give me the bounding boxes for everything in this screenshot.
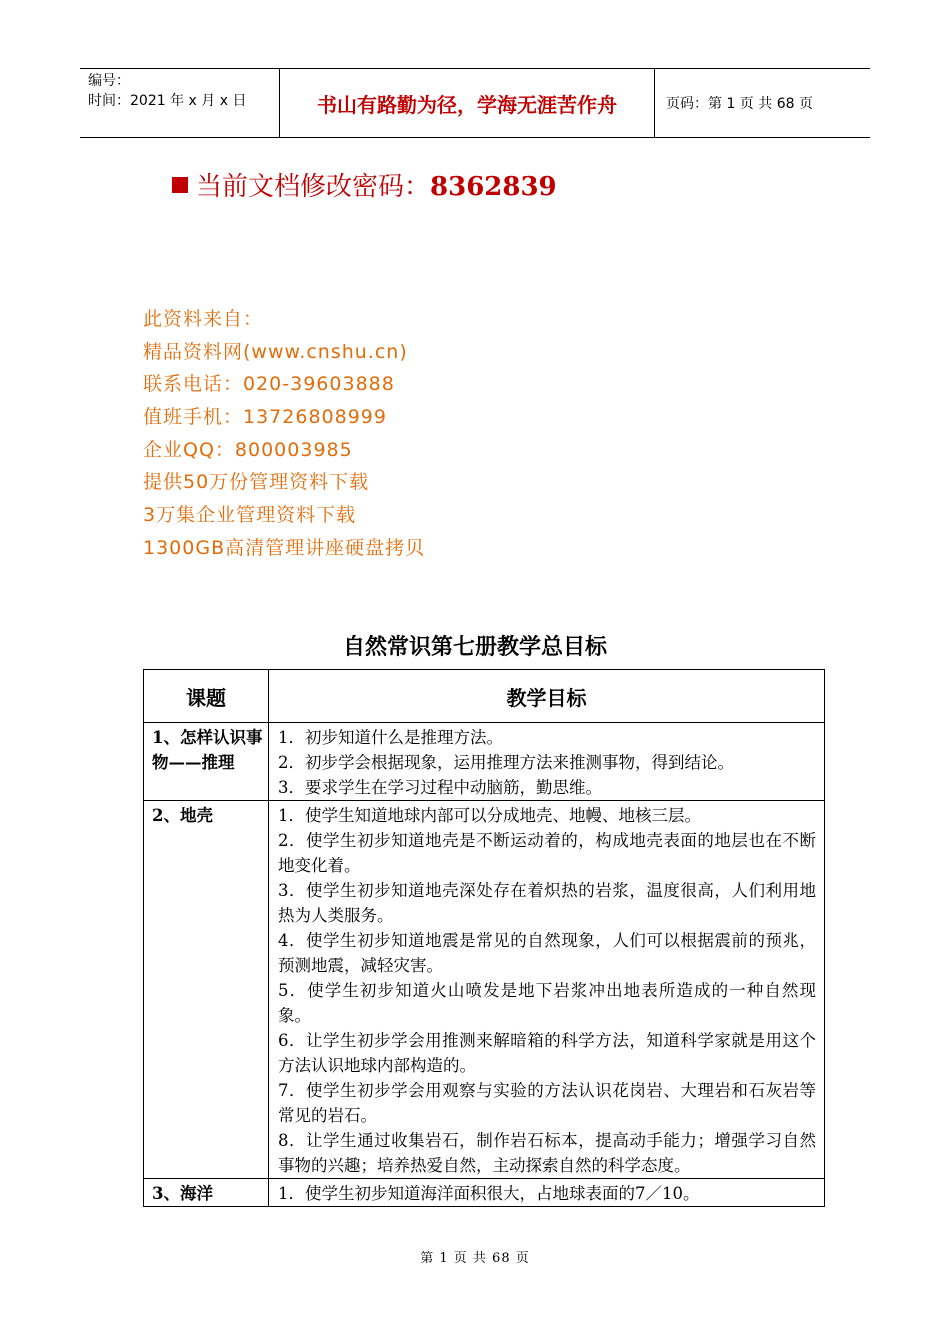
- objective-item: 5．使学生初步知道火山喷发是地下岩浆冲出地表所造成的一种自然现象。: [278, 981, 816, 1025]
- source-line: 精品资料网(www.cnshu.cn): [143, 340, 408, 363]
- table-row: [144, 723, 825, 801]
- source-info: [143, 303, 425, 565]
- objective-item: 7．使学生初步学会用观察与实验的方法认识花岗岩、大理岩和石灰岩等常见的岩石。: [278, 1081, 816, 1125]
- table-row: [144, 801, 825, 1179]
- source-line: 企业QQ：800003985: [143, 438, 353, 461]
- password-code: 8362839: [430, 172, 557, 202]
- objectives-cell: [269, 801, 825, 1179]
- objective-item: 1．使学生知道地球内部可以分成地壳、地幔、地核三层。: [278, 806, 701, 825]
- objectives-cell: [269, 1179, 825, 1207]
- header-motto: 书山有路勤为径，学海无涯苦作舟: [280, 69, 655, 137]
- document-number-label: 编号：: [88, 73, 130, 89]
- topic-cell: 3、海洋: [144, 1179, 269, 1207]
- source-line: 联系电话：020-39603888: [143, 373, 395, 396]
- header-topic: 课题: [144, 670, 269, 723]
- source-line: 值班手机：13726808999: [143, 406, 387, 429]
- password-label: 当前文档修改密码：: [196, 172, 431, 202]
- objective-item: 1．初步知道什么是推理方法。: [278, 728, 503, 747]
- password-notice: [172, 166, 557, 203]
- header-meta: [80, 69, 280, 137]
- page-header: [80, 68, 870, 138]
- document-date: 时间：2021 年 x 月 x 日: [88, 93, 247, 109]
- document-title: 自然常识第七册教学总目标: [342, 634, 607, 660]
- header-objectives: 教学目标: [269, 670, 825, 723]
- objective-item: 3．要求学生在学习过程中动脑筋，勤思维。: [278, 778, 602, 797]
- objectives-cell: [269, 723, 825, 801]
- table-row: [144, 1179, 825, 1207]
- objective-item: 6．让学生初步学会用推测来解暗箱的科学方法，知道科学家就是用这个方法认识地球内部构造的。: [278, 1031, 816, 1075]
- source-line: 此资料来自：: [143, 308, 264, 330]
- objective-item: 2．使学生初步知道地壳是不断运动着的，构成地壳表面的地层也在不断地变化着。: [278, 831, 816, 875]
- header-page-info: 页码：第 1 页 共 68 页: [666, 96, 813, 112]
- objective-item: 3．使学生初步知道地壳深处存在着炽热的岩浆，温度很高，人们利用地热为人类服务。: [278, 881, 816, 925]
- page-footer: 第 1 页 共 68 页: [420, 1251, 530, 1266]
- objective-item: 8．让学生通过收集岩石，制作岩石标本，提高动手能力；增强学习自然事物的兴趣；培养热爱自然，主动探索自然的科学态度。: [278, 1131, 816, 1175]
- topic-cell: 2、地壳: [144, 801, 269, 1179]
- objective-item: 1．使学生初步知道海洋面积很大，占地球表面的7／10。: [278, 1184, 700, 1203]
- topic-cell: 1、怎样认识事物——推理: [144, 723, 269, 801]
- table-header-row: [144, 670, 825, 723]
- goals-table: [143, 669, 825, 1207]
- objective-item: 4．使学生初步知道地震是常见的自然现象，人们可以根据震前的预兆，预测地震，减轻灾害。: [278, 931, 816, 975]
- objective-item: 2．初步学会根据现象，运用推理方法来推测事物，得到结论。: [278, 753, 734, 772]
- source-line: 提供50万份管理资料下载: [143, 471, 370, 494]
- source-line: 3万集企业管理资料下载: [143, 504, 357, 527]
- square-bullet-icon: [172, 177, 188, 193]
- source-line: 1300GB高清管理讲座硬盘拷贝: [143, 536, 426, 559]
